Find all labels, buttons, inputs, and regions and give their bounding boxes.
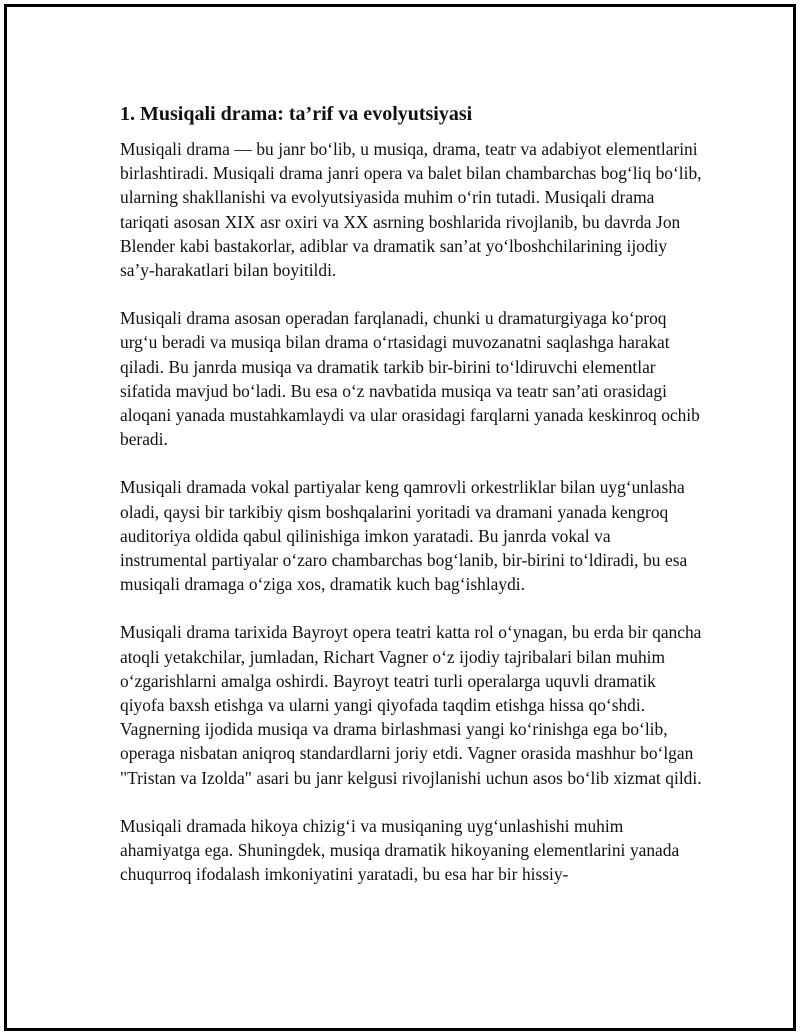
paragraph-4: Musiqali drama tarixida Bayroyt opera teatri katta rol o‘ynagan, bu erda bir qancha atoqli yetakchilar, jumladan, Richart Vagner o‘z ijodiy tajribalari bilan muhim o‘zgarishlarni amalga oshirdi. Bayroyt teatri turli operalarga uquvli dramatik qiyofa baxsh etishga va ularni yangi qiyofada taqdim etishga hissa qo‘shdi. Vagnerning ijodida musiqa va drama birlashmasi yangi ko‘rinishga ega bo‘lib, operaga nisbatan aniqroq standardlarni joriy etdi. Vagner orasida mashhur bo‘lgan "Tristan va Izolda" asari bu janr kelgusi rivojlanishi uchun asos bo‘lib xizmat qildi.: [120, 622, 702, 788]
paragraph-2: Musiqali drama asosan operadan farqlanadi, chunki u dramaturgiyaga ko‘proq urg‘u beradi va musiqa bilan drama o‘rtasidagi muvozanatni saqlashga harakat qiladi. Bu janrda musiqa va dramatik tarkib bir-birini to‘ldiruvchi elementlar sifatida mavjud bo‘ladi. Bu esa o‘z navbatida musiqa va teatr san’ati orasidagi aloqani yanada mustahkamlaydi va ular orasidagi farqlarni yanada keskinroq ochib beradi.: [120, 308, 700, 450]
page-frame: [4, 4, 796, 1031]
paragraph-5: Musiqali dramada hikoya chizig‘i va musiqaning uyg‘unlashishi muhim ahamiyatga ega. Shuningdek, musiqa dramatik hikoyaning elementlarini yanada chuqurroq ifodalash imkoniyatini yaratadi, bu esa har bir hissiy-: [120, 815, 680, 885]
document-body: [120, 101, 702, 910]
paragraph-1: Musiqali drama — bu janr bo‘lib, u musiqa, drama, teatr va adabiyot elementlarini birlashtiradi. Musiqali drama janri opera va balet bilan chambarchas bog‘liq bo‘lib, ularning shakllanishi va evolyutsiyasida muhim o‘rin tutadi. Musiqali drama tariqati asosan XIX asr oxiri va XX asrning boshlarida rivojlanib, bu davrda Jon Blender kabi bastakorlar, adiblar va dramatik san’at yo‘lboshchilarining ijodiy sa’y-harakatlari bilan boyitildi.: [120, 139, 702, 281]
section-heading: 1. Musiqali drama: ta’rif va evolyutsiyasi: [120, 103, 473, 125]
paragraph-3: Musiqali dramada vokal partiyalar keng qamrovli orkestrliklar bilan uyg‘unlasha oladi, qaysi bir tarkibiy qism boshqalarini yoritadi va dramani yanada kengroq auditoriya oldida qabul qilinishiga imkon yaratadi. Bu janrda vokal va instrumental partiyalar o‘zaro chambarchas bog‘lanib, bir-birini to‘ldiradi, bu esa musiqali dramaga o‘ziga xos, dramatik kuch bag‘ishlaydi.: [120, 477, 688, 595]
